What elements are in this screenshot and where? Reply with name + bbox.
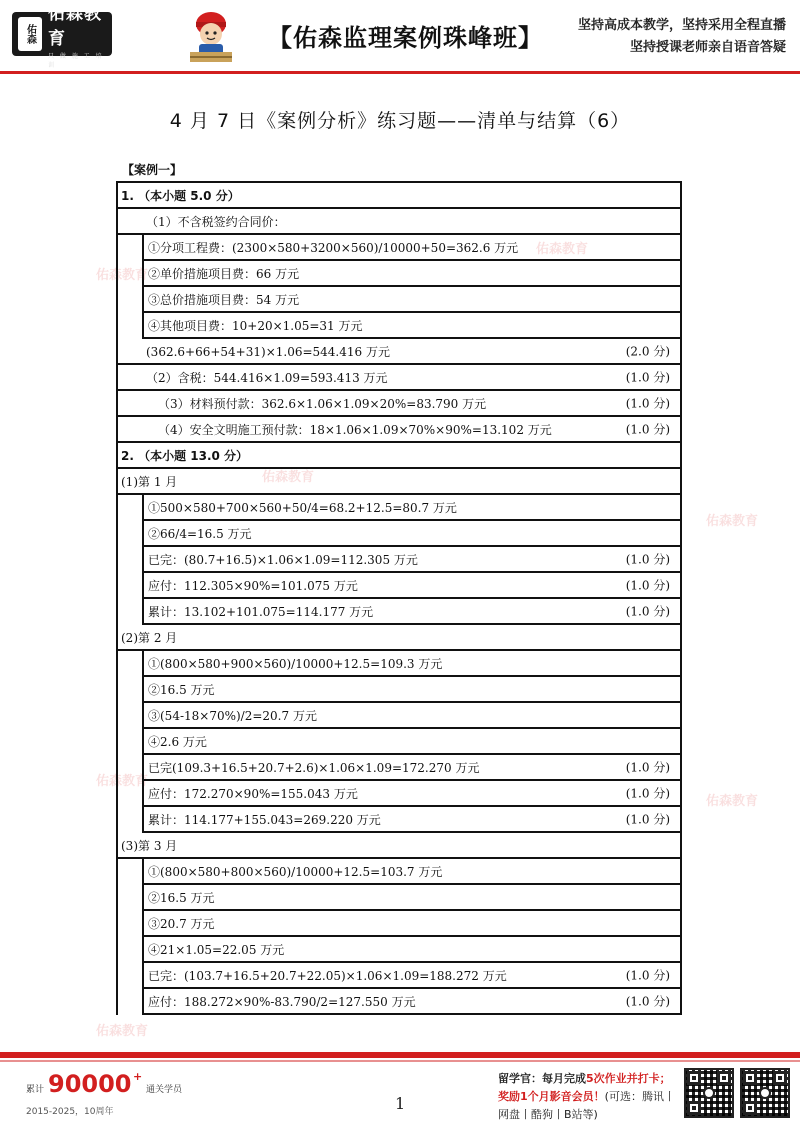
page-header <box>0 0 800 74</box>
row-score: (1.0 分) <box>625 396 670 411</box>
row-text: ①500×580+700×560+50/4=68.2+12.5=80.7 万元 <box>148 500 457 515</box>
watermark: 佑森教育 <box>96 774 149 789</box>
table-row <box>142 859 680 885</box>
slogan-line-2: 坚持授课老师亲自语音答疑 <box>629 40 786 55</box>
table-row <box>142 313 680 339</box>
table-row <box>118 833 680 859</box>
row-text: （2）含税：544.416×1.09=593.413 万元 <box>146 370 388 385</box>
row-text: （4）安全文明施工预付款：18×1.06×1.09×70%×90%=13.102 万元 <box>158 422 552 437</box>
table-row <box>118 391 680 417</box>
watermark: 佑森教育 <box>706 514 759 529</box>
logo-name: 佑森教育 <box>48 4 102 49</box>
watermark: 佑森教育 <box>96 268 149 283</box>
row-text: 应付：172.270×90%=155.043 万元 <box>148 786 358 801</box>
promo-line-2 <box>498 1088 675 1104</box>
promo-highlight: 奖励1个月影音会员！ <box>498 1090 605 1103</box>
row-text: ①(800×580+900×560)/10000+12.5=109.3 万元 <box>148 656 443 671</box>
brand-logo <box>12 4 112 69</box>
table-row <box>142 521 680 547</box>
table-row <box>142 963 680 989</box>
row-text: （3）材料预付款：362.6×1.06×1.09×20%=83.790 万元 <box>158 396 487 411</box>
row-text: 累计：114.177+155.043=269.220 万元 <box>148 812 381 827</box>
logo-subtitle: 只 做 施 工 培 训 <box>48 53 104 69</box>
table-row <box>118 469 680 495</box>
table-row <box>142 495 680 521</box>
row-score: (1.0 分) <box>625 578 670 593</box>
table-row <box>118 443 680 469</box>
row-text: ②16.5 万元 <box>148 682 215 697</box>
table-row <box>142 807 680 833</box>
page-number: 1 <box>395 1094 406 1113</box>
row-score: (1.0 分) <box>625 968 670 983</box>
watermark: 佑森教育 <box>706 794 759 809</box>
table-row <box>142 911 680 937</box>
row-text: 2. （本小题 13.0 分） <box>121 448 249 463</box>
row-score: (1.0 分) <box>625 812 670 827</box>
row-text: （1）不含税签约合同价： <box>146 214 286 229</box>
promo-highlight: 5次作业并打卡； <box>586 1072 671 1085</box>
row-text: 已完(109.3+16.5+20.7+2.6)×1.06×1.09=172.270 万元 <box>148 760 480 775</box>
table-row <box>142 547 680 573</box>
footer-count-prefix: 累计 <box>26 1085 45 1095</box>
promo-line-3: 网盘丨酷狗丨B站等) <box>498 1108 598 1121</box>
promo-text: (可选：腾讯丨 <box>604 1090 675 1103</box>
qr-code-icon[interactable] <box>740 1068 790 1118</box>
row-text: (3)第 3 月 <box>121 838 178 853</box>
row-text: ③(54-18×70%)/2=20.7 万元 <box>148 708 317 723</box>
row-text: 已完：(103.7+16.5+20.7+22.05)×1.06×1.09=188.272 万元 <box>148 968 507 983</box>
row-text: ②66/4=16.5 万元 <box>148 526 252 541</box>
page-title: 4 月 7 日《案例分析》练习题——清单与结算（6） <box>169 110 631 132</box>
row-score: (1.0 分) <box>625 994 670 1009</box>
promo-text: 留学官：每月完成 <box>498 1072 586 1085</box>
row-text: ④2.6 万元 <box>148 734 207 749</box>
mascot-icon <box>184 8 238 66</box>
row-score: (1.0 分) <box>625 552 670 567</box>
watermark: 佑森教育 <box>536 242 589 257</box>
table-row <box>142 755 680 781</box>
row-score: (2.0 分) <box>625 344 670 359</box>
table-row <box>142 729 680 755</box>
footer-count-plus: + <box>133 1070 143 1083</box>
row-score: (1.0 分) <box>625 422 670 437</box>
row-text: ④其他项目费：10+20×1.05=31 万元 <box>148 318 363 333</box>
logo-mark-icon: 佑森 <box>18 17 42 51</box>
table-row <box>142 937 680 963</box>
watermark: 佑森教育 <box>96 1024 149 1039</box>
footer-student-count: 90000 <box>48 1070 132 1098</box>
row-text: ④21×1.05=22.05 万元 <box>148 942 285 957</box>
footer-divider-thin <box>0 1060 800 1062</box>
table-row <box>142 781 680 807</box>
table-row <box>142 235 680 261</box>
row-score: (1.0 分) <box>625 760 670 775</box>
case-label: 【案例一】 <box>122 163 183 177</box>
table-row <box>142 703 680 729</box>
table-row <box>118 625 680 651</box>
qr-code-icon[interactable] <box>684 1068 734 1118</box>
answer-table <box>116 181 682 1015</box>
row-text: 应付：112.305×90%=101.075 万元 <box>148 578 358 593</box>
table-row <box>142 261 680 287</box>
promo-line-1 <box>498 1070 671 1086</box>
table-row <box>142 573 680 599</box>
row-score: (1.0 分) <box>625 786 670 801</box>
row-text: ②16.5 万元 <box>148 890 215 905</box>
watermark: 佑森教育 <box>262 470 315 485</box>
row-text: 应付：188.272×90%-83.790/2=127.550 万元 <box>148 994 416 1009</box>
footer-anniversary: 2015-2025，10周年 <box>26 1107 114 1117</box>
row-score: (1.0 分) <box>625 370 670 385</box>
table-row <box>118 339 680 365</box>
footer-count-suffix: 通关学员 <box>146 1085 183 1095</box>
table-row <box>118 417 680 443</box>
table-row <box>142 651 680 677</box>
table-row <box>142 287 680 313</box>
row-text: ①(800×580+800×560)/10000+12.5=103.7 万元 <box>148 864 443 879</box>
row-text: ③总价措施项目费：54 万元 <box>148 292 300 307</box>
row-text: (362.6+66+54+31)×1.06=544.416 万元 <box>146 344 390 359</box>
row-text: (1)第 1 月 <box>121 474 178 489</box>
table-row <box>142 677 680 703</box>
row-text: 已完：(80.7+16.5)×1.06×1.09=112.305 万元 <box>148 552 418 567</box>
table-row <box>142 989 680 1015</box>
table-row <box>142 885 680 911</box>
table-row <box>118 209 680 235</box>
row-score: (1.0 分) <box>625 604 670 619</box>
table-row <box>118 183 680 209</box>
row-text: ③20.7 万元 <box>148 916 215 931</box>
row-text: ②单价措施项目费：66 万元 <box>148 266 300 281</box>
row-text: 累计：13.102+101.075=114.177 万元 <box>148 604 374 619</box>
table-row <box>142 599 680 625</box>
row-text: (2)第 2 月 <box>121 630 178 645</box>
slogan-line-1: 坚持高成本教学，坚持采用全程直播 <box>577 18 786 33</box>
footer-divider <box>0 1052 800 1058</box>
table-row <box>118 365 680 391</box>
row-text: ①分项工程费：(2300×580+3200×560)/10000+50=362.6 万元 <box>148 240 519 255</box>
row-text: 1. （本小题 5.0 分） <box>121 188 240 203</box>
banner-title: 【佑森监理案例珠峰班】 <box>268 24 543 52</box>
